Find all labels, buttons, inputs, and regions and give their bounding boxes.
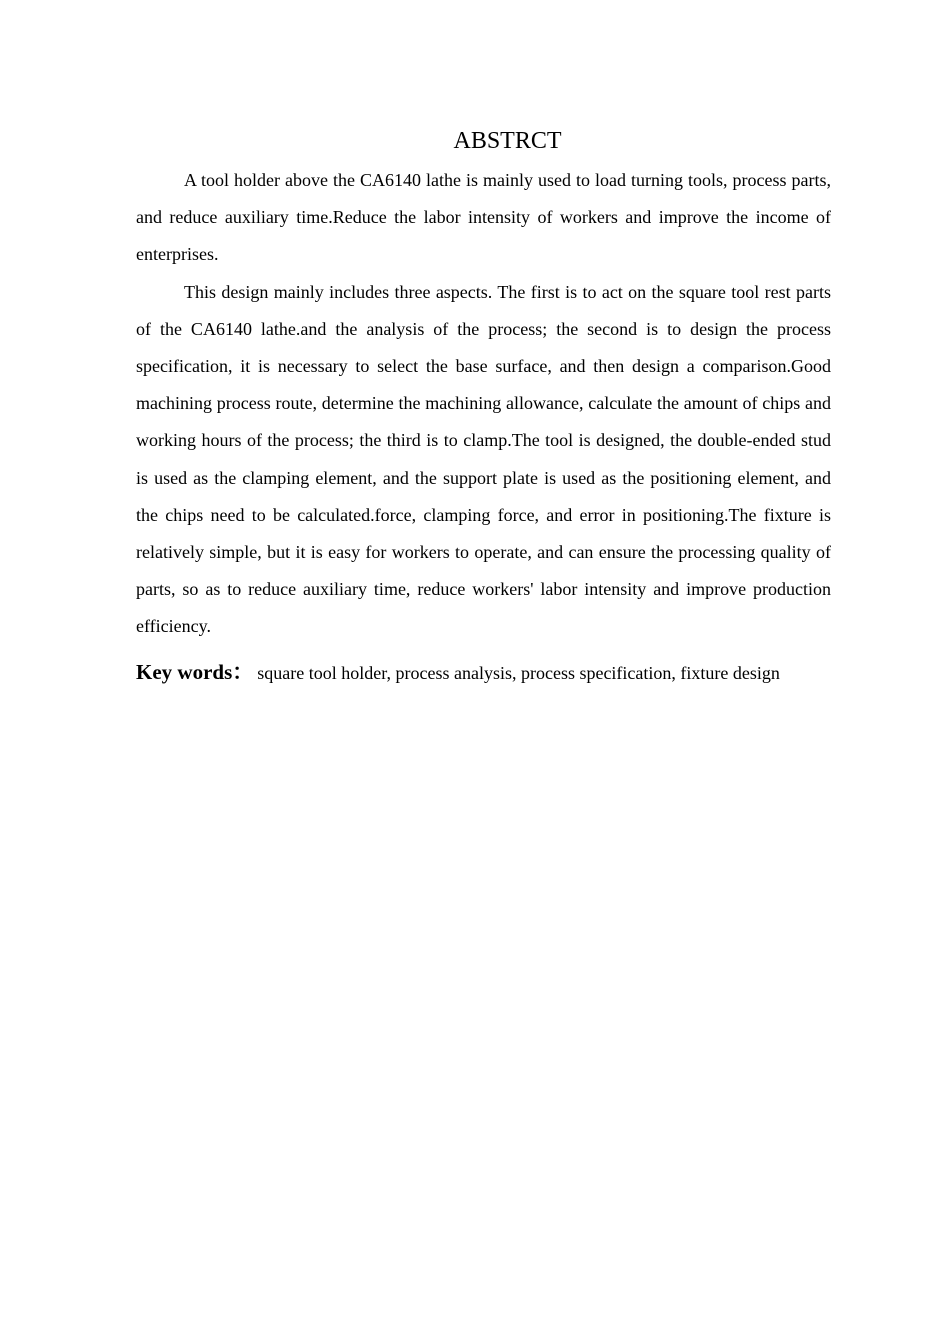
abstract-section: [136, 124, 831, 689]
keywords-text: square tool holder, process analysis, process specification, fixture design: [257, 662, 780, 683]
keywords-separator: ：: [232, 659, 254, 684]
abstract-title: ABSTRCT: [453, 128, 562, 154]
keywords-label: Key words: [136, 659, 233, 684]
keywords-line: [136, 656, 831, 689]
abstract-paragraph-1: A tool holder above the CA6140 lathe is mainly used to load turning tools, process parts, and reduce auxiliary time.Reduce the labor intensity of workers and improve the income of enterprises.: [136, 170, 831, 265]
abstract-paragraph-2: This design mainly includes three aspects. The first is to act on the square tool rest parts of the CA6140 lathe.and the analysis of the process; the second is to design the process specification, it is necessary to select the base surface, and then design a comparison.Good machining process route, determine the machining allowance, calculate the amount of chips and working hours of the process; the third is to clamp.The tool is designed, the double-ended stud is used as the clamping element, and the support plate is used as the positioning element, and the chips need to be calculated.force, clamping force, and error in positioning.The fixture is relatively simple, but it is easy for workers to operate, and can ensure the processing quality of parts, so as to reduce auxiliary time, reduce workers' labor intensity and improve production efficiency.: [136, 281, 831, 637]
